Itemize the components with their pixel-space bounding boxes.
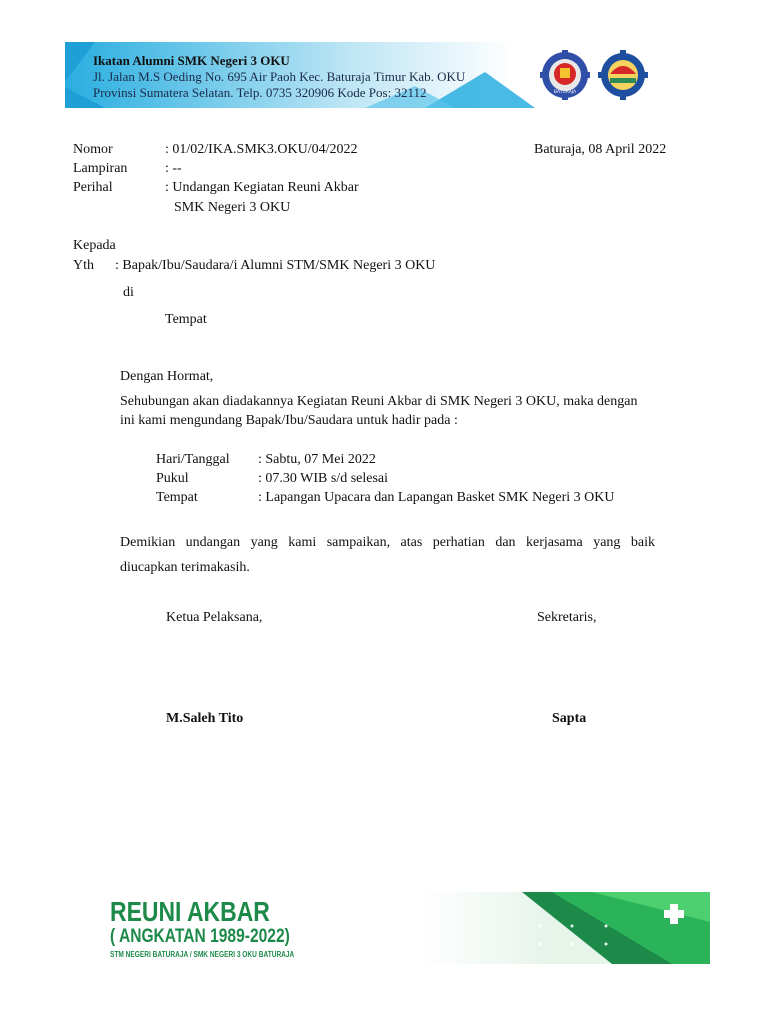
place-date: Baturaja, 08 April 2022 xyxy=(534,142,667,157)
footer-title: REUNI AKBAR xyxy=(110,896,270,927)
reunion-footer-banner xyxy=(72,892,710,964)
di-label: di xyxy=(123,285,134,300)
tempat-label: Tempat xyxy=(165,312,207,327)
detail-value: : Sabtu, 07 Mei 2022 xyxy=(258,452,376,467)
left-signatory-name: M.Saleh Tito xyxy=(166,711,244,726)
footer-tagline: STM NEGERI BATURAJA / SMK NEGERI 3 OKU BATURAJA xyxy=(110,950,295,959)
logo-caption: BATURAJA xyxy=(553,90,577,95)
detail-value: : Lapangan Upacara dan Lapangan Basket SMK Negeri 3 OKU xyxy=(258,490,615,505)
address-line-1: Jl. Jalan M.S Oeding No. 695 Air Paoh Kec. Baturaja Timur Kab. OKU xyxy=(93,69,466,84)
kepada-label: Kepada xyxy=(73,238,116,253)
detail-label: Hari/Tanggal xyxy=(156,452,230,467)
organization-name: Ikatan Alumni SMK Negeri 3 OKU xyxy=(93,53,290,68)
yth-label: Yth xyxy=(73,258,94,273)
left-signatory-role: Ketua Pelaksana, xyxy=(166,610,263,625)
letterhead-banner xyxy=(65,42,705,108)
greeting: Dengan Hormat, xyxy=(120,369,214,384)
perihal-value: : Undangan Kegiatan Reuni Akbar xyxy=(165,180,359,195)
detail-label: Pukul xyxy=(156,471,189,486)
closing-line-1: Demikian undangan yang kami sampaikan, atas perhatian dan kerjasama yang baik xyxy=(120,535,655,550)
detail-value: : 07.30 WIB s/d selesai xyxy=(258,471,389,486)
lampiran-label: Lampiran xyxy=(73,161,128,176)
nomor-label: Nomor xyxy=(73,142,113,157)
lampiran-value: : -- xyxy=(165,161,182,176)
school-gear-logo-icon xyxy=(540,50,590,100)
closing-line-2: diucapkan terimakasih. xyxy=(120,560,250,575)
right-signatory-role: Sekretaris, xyxy=(537,610,597,625)
intro-line-2: ini kami mengundang Bapak/Ibu/Saudara untuk hadir pada : xyxy=(120,413,458,428)
right-signatory-name: Sapta xyxy=(552,711,587,726)
letterhead-text xyxy=(93,53,465,101)
perihal-label: Perihal xyxy=(73,180,113,195)
plus-icon xyxy=(662,902,686,926)
address-line-2: Provinsi Sumatera Selatan. Telp. 0735 320906 Kode Pos: 32112 xyxy=(93,85,427,100)
perihal-value-line2: SMK Negeri 3 OKU xyxy=(174,200,291,215)
intro-line-1: Sehubungan akan diadakannya Kegiatan Reuni Akbar di SMK Negeri 3 OKU, maka dengan xyxy=(120,394,638,409)
nomor-value: : 01/02/IKA.SMK3.OKU/04/2022 xyxy=(165,142,358,157)
alumni-gear-logo-icon xyxy=(598,50,648,100)
footer-subtitle: ( ANGKATAN 1989-2022) xyxy=(110,926,290,947)
yth-value: : Bapak/Ibu/Saudara/i Alumni STM/SMK Negeri 3 OKU xyxy=(115,258,436,273)
detail-label: Tempat xyxy=(156,490,198,505)
